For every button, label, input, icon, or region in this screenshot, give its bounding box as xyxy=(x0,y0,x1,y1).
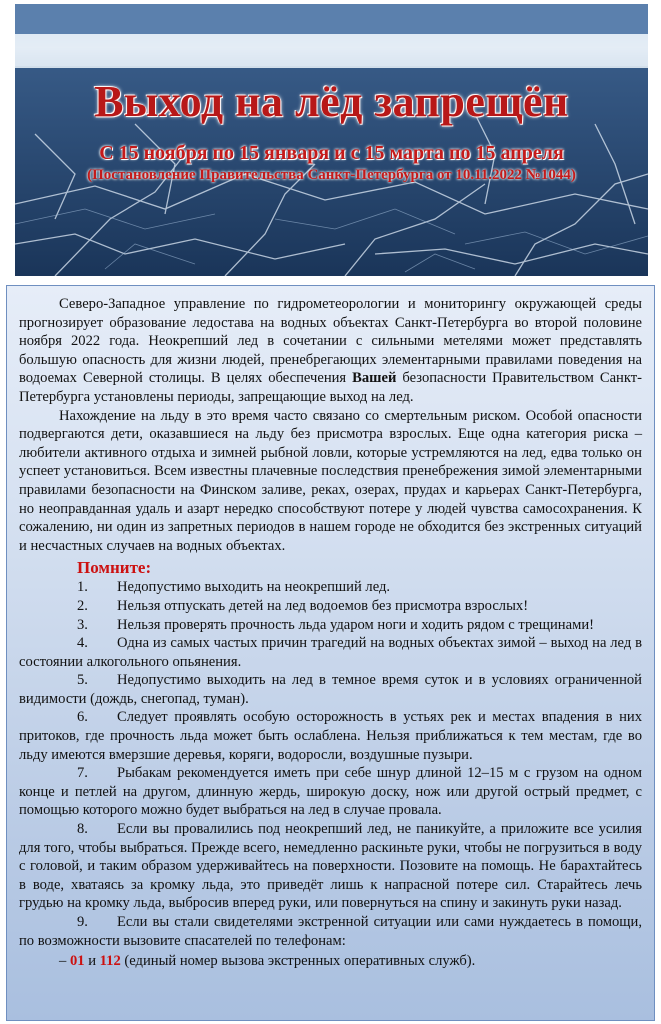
ice-background-illustration xyxy=(15,4,648,276)
phone-number-01: 01 xyxy=(69,953,85,970)
rule-item xyxy=(19,671,642,708)
rule-text: Нельзя отпускать детей на лед водоемов без присмотра взрослых! xyxy=(117,597,529,614)
rule-number: 5. xyxy=(77,672,88,689)
rule-number: 1. xyxy=(77,579,88,596)
rule-item xyxy=(19,820,642,913)
rule-number: 8. xyxy=(77,821,88,838)
phone-description: (единый номер вызова экстренных оперативных служб). xyxy=(120,953,476,970)
rule-text: Недопустимо выходить на лед в темное время суток и в условиях ограниченной видимости (дождь, снегопад, туман). xyxy=(19,672,642,707)
rule-item xyxy=(19,597,642,616)
remember-heading: Помните: xyxy=(77,558,152,578)
banner-title: Выход на лёд запрещён xyxy=(94,77,569,126)
conjunction: и xyxy=(84,953,100,970)
rule-text: Рыбакам рекомендуется иметь при себе шнур длиной 12–15 м с грузом на одном конце и петлей на другом, длинную жердь, широкую доску, нож или другой острый предмет, с помощью которого можно будет выбраться на лед в случае провала. xyxy=(19,765,642,819)
rule-item xyxy=(19,634,642,671)
intro-text: Северо-Западное управление по гидрометеорологии и мониторингу окружающей среды прогнозирует образование ледостава на водных объектах Санкт-Петербурга во второй половине ноября 2022 года. Неокрепший лед в сочетании с сильными метелями может представлять большую опасность для жизни людей, пренебрегающих элементарными правилами поведения на водоемах Северной столицы. В целях обеспечения xyxy=(19,296,642,387)
rule-number: 2. xyxy=(77,597,88,614)
rule-number: 3. xyxy=(77,616,88,633)
rule-item xyxy=(19,616,642,635)
banner-dates: С 15 ноября по 15 января и с 15 марта по 15 апреля xyxy=(99,142,564,164)
rule-text: Недопустимо выходить на неокрепший лед. xyxy=(117,579,391,596)
intro-text-end: безопасности Правительством Санкт-Петербурга установлены периоды, запрещающие выход на лед. xyxy=(19,370,642,405)
rule-text: Следует проявлять особую осторожность в устьях рек и местах впадения в них притоков, где прочность льда может быть ослаблена. Нельзя приближаться к тем местам, где во льду имеются вмерзшие деревья, коряги, водоросли, воздушные пузыри. xyxy=(19,709,642,763)
rule-text: Одна из самых частых причин трагедий на водных объектах зимой – выход на лед в состоянии алкогольного опьянения. xyxy=(19,635,642,670)
rule-number: 9. xyxy=(77,914,88,930)
rule-number: 6. xyxy=(77,709,88,726)
rule-item xyxy=(19,913,642,950)
rule-item xyxy=(19,764,642,820)
rule-number: 4. xyxy=(77,635,88,652)
rule-item xyxy=(19,578,642,597)
intro-bold-word: Вашей xyxy=(352,370,397,387)
intro-paragraph-2: Нахождение на льду в это время часто связано со смертельным риском. Особой опасности подвергаются дети, оказавшиеся на льду без присмотра взрослых. Еще одна категория риска – любители активного отдыха и зимней рыбной ловли, которые устремляются на лед, едва только он успеет установиться. Всем известны плачевные последствия пренебрежения зимой элементарными правилами безопасности на Финском заливе, реках, озерах, прудах и карьерах Санкт-Петербурга, но неоправданная удаль и азарт нередко способствуют потере у людей чувства самосохранения. К сожалению, ни один из запретных периодов в нашем городе не обходится без экстренных ситуаций и несчастных случаев на водных объектах. xyxy=(19,407,642,554)
rule-text: Если вы стали свидетелями экстренной ситуации или сами нуждаетесь в помощи, по возможности вызовите спасателей по телефонам: xyxy=(19,914,642,949)
emergency-phones-line xyxy=(19,952,642,971)
rule-text: Если вы провалились под неокрепший лед, не паникуйте, а приложите все усилия для того, чтобы выбраться. Прежде всего, немедленно раскиньте руки, чтобы не погрузиться в воду с головой, и таким образом удерживайтесь на поверхности. Позовите на помощь. Не барахтайтесь в воде, хватаясь за кромку льда, это приведёт лишь к напрасной потере сил. Старайтесь лечь грудью на кромку льда, выбросив вперед руки, или повернуться на спину и закинуть руки назад. xyxy=(19,821,642,912)
rule-item xyxy=(19,708,642,764)
intro-paragraph-1 xyxy=(19,295,642,407)
banner xyxy=(15,4,648,276)
content-box xyxy=(6,285,655,1021)
banner-decree: (Постановление Правительства Санкт-Петербурга от 10.11.2022 №1044) xyxy=(87,167,576,183)
rule-text: Нельзя проверять прочность льда ударом ноги и ходить рядом с трещинами! xyxy=(117,616,594,633)
rule-number: 7. xyxy=(77,765,88,782)
phone-number-112: 112 xyxy=(99,953,121,970)
rules-list xyxy=(19,578,642,950)
dash: – xyxy=(59,953,70,970)
